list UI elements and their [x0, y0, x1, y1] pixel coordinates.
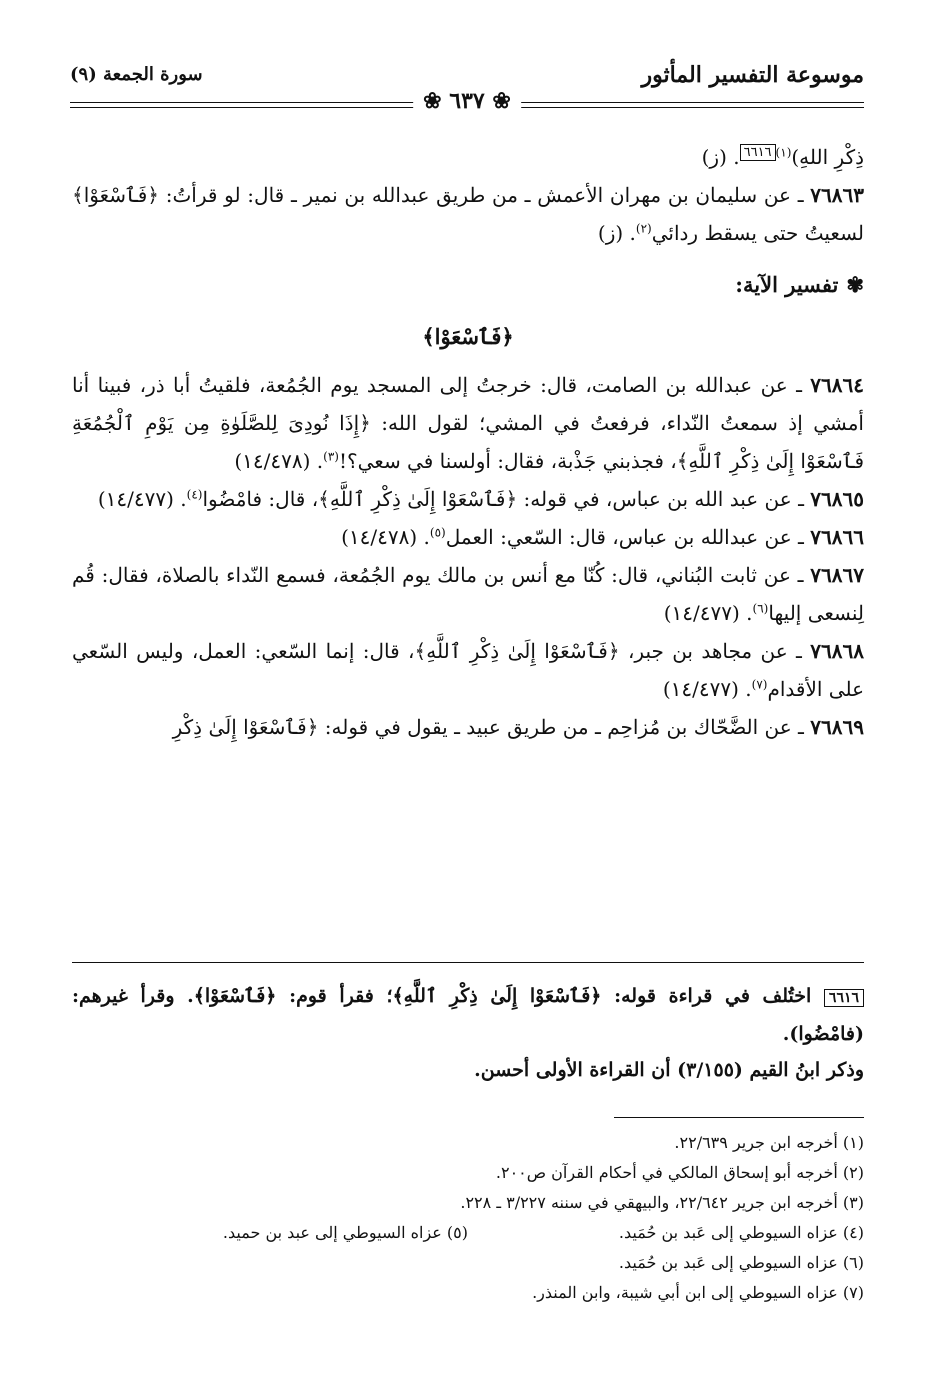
header-rule	[70, 88, 864, 114]
note-divider	[72, 962, 864, 963]
footnote: (٢) أخرجه أبو إسحاق المالكي في أحكام القرآن ص٢٠٠.	[495, 1163, 864, 1182]
narration-76869: ٧٦٨٦٩ ـ عن الضَّحّاك بن مُزاحِم ـ من طريق عبيد ـ يقول في قوله: ﴿فَٱسْعَوْا إِلَىٰ ذِكْرِ	[172, 715, 864, 739]
footnote: (٥) عزاه السيوطي إلى عبد بن حميد.	[222, 1223, 468, 1242]
footnote: (٦) عزاه السيوطي إلى عَبد بن حُمَيد.	[618, 1253, 864, 1272]
footnotes	[72, 1128, 864, 1308]
surah-label: سورة الجمعة (٩)	[70, 64, 203, 85]
note-ref: ٦٦١٦	[824, 989, 864, 1007]
verse-heading: ﴿فَٱسْعَوْا﴾	[422, 324, 514, 349]
narration-76863: ٧٦٨٦٣ ـ عن سليمان بن مهران الأعمش ـ من طريق عبدالله بن نمير ـ قال: لو قرأتُ: ﴿فَٱسْعَوْا﴾ لسعيتُ حتى يسقط ردائي$^{(٢)}$. (ز)	[72, 183, 864, 245]
page-number: ❀ ٦٣٧ ❀	[413, 88, 521, 114]
paragraph: ذِكْرِ اللهِ)$^{(١)٦٦١٦}$. (ز)	[701, 145, 864, 169]
editor-note: ٦٦١٦ اختُلف في قراءة قوله: ﴿فَٱسْعَوْا إِلَىٰ ذِكْرِ ٱللَّهِ﴾؛ فقرأ قوم: ﴿فَٱسْعَوْا﴾. وقرأ غيرهم: (فامْضُوا). وذكر ابنُ القيم (٣/١٥٥) أن القراءة الأولى أحسن.	[72, 985, 864, 1081]
section-heading: ✾تفسير الآية:	[735, 272, 864, 297]
narration-76865: ٧٦٨٦٥ ـ عن عبد الله بن عباس، في قوله: ﴿فَٱسْعَوْا إِلَىٰ ذِكْرِ ٱللَّهِ﴾، قال: فامْضُوا$^{(٤)}$. (١٤/٤٧٧)	[97, 487, 864, 511]
footnote: (١) أخرجه ابن جرير ٢٢/٦٣٩.	[674, 1133, 864, 1152]
book-title: موسوعة التفسير المأثور	[641, 62, 864, 88]
footnote: (٤) عزاه السيوطي إلى عَبد بن حُمَيد.	[618, 1223, 864, 1242]
footnote-divider	[614, 1117, 864, 1118]
narration-76864: ٧٦٨٦٤ ـ عن عبدالله بن الصامت، قال: خرجتُ إلى المسجد يوم الجُمُعة، فلقيتُ أبا ذر، فبينا أنا أمشي إذ سمعتُ النّداء، فرفعتُ في المشي؛ لقول الله: ﴿إِذَا نُودِىَ لِلصَّلَوٰةِ مِن يَوْمِ ٱلْجُمُعَةِ فَٱسْعَوْا إِلَىٰ ذِكْرِ ٱللَّهِ﴾، فجذبني جَذْبة، فقال: أولسنا في سعي؟!$^{(٣)}$. (١٤/٤٧٨)	[72, 373, 864, 473]
narration-76868: ٧٦٨٦٨ ـ عن مجاهد بن جبر، ﴿فَٱسْعَوْا إِلَىٰ ذِكْرِ ٱللَّهِ﴾، قال: إنما السّعي: العمل، وليس السّعي على الأقدام$^{(٧)}$. (١٤/٤٧٧)	[72, 639, 864, 701]
narration-76866: ٧٦٨٦٦ ـ عن عبدالله بن عباس، قال: السّعي: العمل$^{(٥)}$. (١٤/٤٧٨)	[341, 525, 864, 549]
cross-ref: ٦٦١٦	[740, 144, 776, 161]
main-text	[72, 138, 864, 746]
footnote: (٧) عزاه السيوطي إلى ابن أبي شيبة، وابن المنذر.	[532, 1283, 864, 1302]
footnote: (٣) أخرجه ابن جرير ٢٢/٦٤٢، والبيهقي في سننه ٣/٢٢٧ ـ ٢٢٨.	[460, 1193, 864, 1212]
flower-icon: ✾	[846, 272, 864, 297]
narration-76867: ٧٦٨٦٧ ـ عن ثابت البُناني، قال: كُنّا مع أنس بن مالك يوم الجُمُعة، فسمع النّداء بالصلاة، فقال: قُم لِنسعى إليها$^{(٦)}$. (١٤/٤٧٧)	[72, 563, 864, 625]
